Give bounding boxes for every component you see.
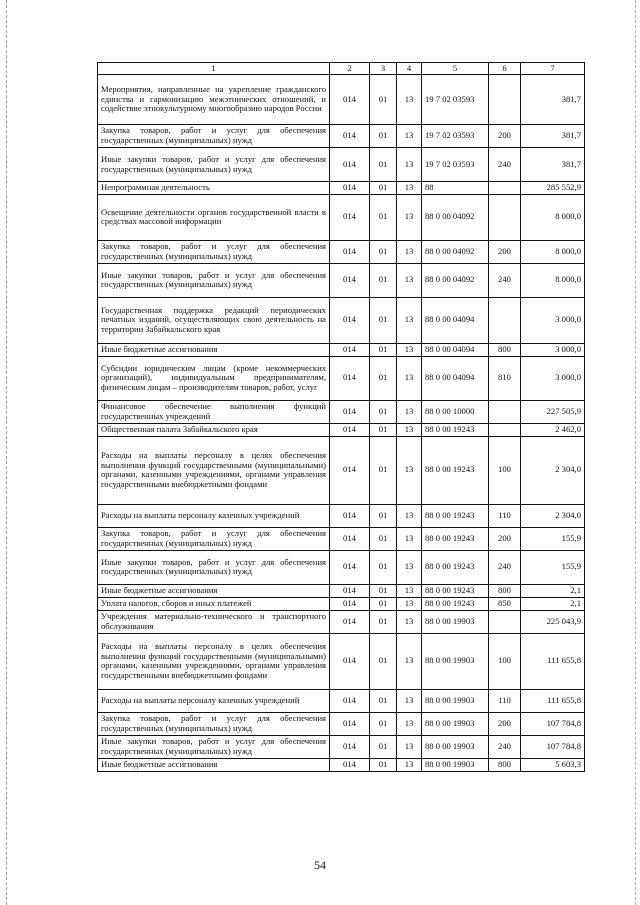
cell-subsection-code: 13 [397,125,422,148]
table-row [98,550,585,584]
cell-expense-type: 800 [489,343,521,356]
cell-amount: 381,7 [521,75,585,125]
cell-amount: 3 000,0 [521,356,585,400]
cell-expense-type: 100 [489,633,521,689]
table-row [98,356,585,400]
cell-target-article: 88 0 00 19903 [422,758,489,771]
cell-subsection-code: 13 [397,75,422,125]
cell-target-article: 88 0 00 19243 [422,527,489,550]
cell-subsection-code: 13 [397,343,422,356]
cell-target-article: 88 0 00 19243 [422,550,489,584]
table-row [98,423,585,436]
cell-target-article: 19 7 02 03593 [422,125,489,148]
table-row [98,194,585,240]
header-col-7: 7 [521,63,585,75]
cell-target-article: 88 0 00 04094 [422,297,489,343]
cell-section-code: 01 [370,610,397,633]
cell-name: Непрограммная деятельность [98,182,330,195]
cell-subsection-code: 13 [397,584,422,597]
cell-section-code: 01 [370,182,397,195]
cell-section-code: 01 [370,597,397,610]
header-col-3: 3 [370,63,397,75]
cell-section-code: 01 [370,735,397,758]
cell-target-article: 88 0 00 19243 [422,436,489,504]
cell-section-code: 01 [370,263,397,297]
cell-target-article: 88 0 00 19903 [422,735,489,758]
header-col-4: 4 [397,63,422,75]
cell-amount: 285 552,9 [521,182,585,195]
cell-ministry-code: 014 [330,240,370,263]
cell-target-article: 88 0 00 19243 [422,584,489,597]
cell-amount: 8 000,0 [521,194,585,240]
cell-amount: 107 784,8 [521,735,585,758]
cell-section-code: 01 [370,356,397,400]
table-row [98,125,585,148]
cell-name: Уплата налогов, сборов и иных платежей [98,597,330,610]
page-edge-left [6,0,7,905]
cell-name: Иные закупки товаров, работ и услуг для обеспечения государственных (муниципальных) нужд [98,735,330,758]
cell-expense-type: 240 [489,148,521,182]
budget-table [97,62,585,772]
table-row [98,240,585,263]
cell-subsection-code: 13 [397,689,422,712]
cell-section-code: 01 [370,343,397,356]
cell-expense-type: 240 [489,550,521,584]
cell-expense-type [489,194,521,240]
table-row [98,343,585,356]
header-col-6: 6 [489,63,521,75]
table-row [98,735,585,758]
cell-subsection-code: 13 [397,597,422,610]
table-row [98,712,585,735]
cell-expense-type: 200 [489,712,521,735]
header-col-1: 1 [98,63,330,75]
cell-target-article: 88 0 00 19243 [422,423,489,436]
cell-name: Расходы на выплаты персоналу казенных учреждений [98,689,330,712]
cell-name: Расходы на выплаты персоналу в целях обеспечения выполнения функций государственными (муниципальными) органами, казенными учреждениями, органами управления государственными внебюджетными фондами [98,436,330,504]
cell-amount: 155,9 [521,527,585,550]
cell-expense-type [489,610,521,633]
cell-amount: 381,7 [521,148,585,182]
cell-target-article: 19 7 02 03593 [422,75,489,125]
cell-amount: 227 505,9 [521,400,585,423]
cell-name: Субсидии юридическим лицам (кроме некоммерческих организаций), индивидуальным предпринимателям, физическим лицам – производителям товаров, работ, услуг [98,356,330,400]
cell-name: Мероприятия, направленные на укрепление гражданского единства и гармонизацию межэтнических отношений, и содействие этнокультурному многообразию народов России [98,75,330,125]
cell-expense-type: 240 [489,263,521,297]
header-col-5: 5 [422,63,489,75]
cell-expense-type: 110 [489,504,521,527]
cell-name: Иные закупки товаров, работ и услуг для обеспечения государственных (муниципальных) нужд [98,263,330,297]
cell-name: Закупка товаров, работ и услуг для обеспечения государственных (муниципальных) нужд [98,125,330,148]
cell-expense-type: 800 [489,584,521,597]
cell-section-code: 01 [370,75,397,125]
cell-section-code: 01 [370,504,397,527]
cell-amount: 2 304,0 [521,504,585,527]
cell-section-code: 01 [370,712,397,735]
cell-expense-type: 200 [489,125,521,148]
cell-name: Финансовое обеспечение выполнения функций государственных учреждений [98,400,330,423]
cell-ministry-code: 014 [330,735,370,758]
cell-subsection-code: 13 [397,194,422,240]
cell-subsection-code: 13 [397,400,422,423]
cell-target-article: 88 0 00 10000 [422,400,489,423]
cell-ministry-code: 014 [330,758,370,771]
cell-ministry-code: 014 [330,689,370,712]
cell-target-article: 88 [422,182,489,195]
cell-amount: 155,9 [521,550,585,584]
cell-amount: 111 655,8 [521,633,585,689]
cell-expense-type: 200 [489,240,521,263]
table-row [98,297,585,343]
cell-section-code: 01 [370,527,397,550]
table-row [98,148,585,182]
header-col-2: 2 [330,63,370,75]
cell-ministry-code: 014 [330,182,370,195]
cell-ministry-code: 014 [330,125,370,148]
cell-amount: 111 655,8 [521,689,585,712]
cell-section-code: 01 [370,584,397,597]
cell-section-code: 01 [370,633,397,689]
cell-amount: 8 000,0 [521,263,585,297]
cell-amount: 5 603,3 [521,758,585,771]
table-row [98,597,585,610]
cell-ministry-code: 014 [330,610,370,633]
cell-section-code: 01 [370,125,397,148]
cell-target-article: 19 7 02 03593 [422,148,489,182]
table-row [98,527,585,550]
table-row [98,633,585,689]
cell-amount: 3 000,0 [521,343,585,356]
cell-ministry-code: 014 [330,148,370,182]
cell-ministry-code: 014 [330,423,370,436]
cell-ministry-code: 014 [330,633,370,689]
cell-section-code: 01 [370,148,397,182]
cell-expense-type: 110 [489,689,521,712]
cell-section-code: 01 [370,240,397,263]
cell-amount: 225 043,9 [521,610,585,633]
cell-expense-type: 810 [489,356,521,400]
cell-target-article: 88 0 00 19903 [422,633,489,689]
cell-amount: 2,1 [521,584,585,597]
cell-ministry-code: 014 [330,343,370,356]
table-row [98,584,585,597]
cell-section-code: 01 [370,689,397,712]
page-edge-right [635,0,636,905]
cell-name: Расходы на выплаты персоналу в целях обеспечения выполнения функций государственными (муниципальными) органами, казенными учреждениями, органами управления государственными внебюджетными фондами [98,633,330,689]
cell-expense-type [489,297,521,343]
cell-subsection-code: 13 [397,263,422,297]
table-row [98,436,585,504]
cell-subsection-code: 13 [397,423,422,436]
cell-expense-type: 100 [489,436,521,504]
cell-target-article: 88 0 00 04092 [422,194,489,240]
table-row [98,263,585,297]
cell-name: Иные закупки товаров, работ и услуг для обеспечения государственных (муниципальных) нужд [98,550,330,584]
table-row [98,182,585,195]
table-row [98,504,585,527]
cell-subsection-code: 13 [397,356,422,400]
cell-subsection-code: 13 [397,297,422,343]
cell-expense-type [489,75,521,125]
cell-amount: 2 304,0 [521,436,585,504]
cell-subsection-code: 13 [397,633,422,689]
table-row [98,689,585,712]
table-row [98,400,585,423]
cell-expense-type [489,182,521,195]
cell-name: Иные закупки товаров, работ и услуг для обеспечения государственных (муниципальных) нужд [98,148,330,182]
cell-amount: 381,7 [521,125,585,148]
cell-ministry-code: 014 [330,584,370,597]
cell-amount: 107 784,8 [521,712,585,735]
cell-section-code: 01 [370,758,397,771]
cell-subsection-code: 13 [397,240,422,263]
cell-section-code: 01 [370,436,397,504]
cell-name: Иные бюджетные ассигнования [98,343,330,356]
cell-subsection-code: 13 [397,182,422,195]
cell-subsection-code: 13 [397,148,422,182]
cell-name: Закупка товаров, работ и услуг для обеспечения государственных (муниципальных) нужд [98,712,330,735]
cell-subsection-code: 13 [397,527,422,550]
cell-subsection-code: 13 [397,436,422,504]
cell-target-article: 88 0 00 19903 [422,712,489,735]
cell-expense-type: 200 [489,527,521,550]
cell-ministry-code: 014 [330,263,370,297]
cell-ministry-code: 014 [330,297,370,343]
cell-target-article: 88 0 00 04094 [422,356,489,400]
cell-amount: 2 462,0 [521,423,585,436]
cell-target-article: 88 0 00 04094 [422,343,489,356]
cell-subsection-code: 13 [397,712,422,735]
cell-expense-type: 850 [489,597,521,610]
page-number: 54 [314,858,326,872]
cell-subsection-code: 13 [397,758,422,771]
cell-section-code: 01 [370,400,397,423]
cell-amount: 3 000,0 [521,297,585,343]
cell-expense-type: 800 [489,758,521,771]
cell-name: Учреждения материально-технического и транспортного обслуживания [98,610,330,633]
cell-ministry-code: 014 [330,550,370,584]
cell-name: Закупка товаров, работ и услуг для обеспечения государственных (муниципальных) нужд [98,240,330,263]
cell-amount: 2,1 [521,597,585,610]
cell-ministry-code: 014 [330,597,370,610]
cell-expense-type [489,423,521,436]
cell-ministry-code: 014 [330,436,370,504]
table-body [98,75,585,772]
table-row [98,610,585,633]
cell-section-code: 01 [370,550,397,584]
cell-ministry-code: 014 [330,527,370,550]
cell-ministry-code: 014 [330,356,370,400]
table-header-row [98,63,585,75]
cell-target-article: 88 0 00 19243 [422,597,489,610]
cell-name: Освещение деятельности органов государственной власти в средствах массовой информации [98,194,330,240]
cell-name: Государственная поддержка редакций периодических печатных изданий, осуществляющих свою деятельность на территории Забайкальского края [98,297,330,343]
cell-ministry-code: 014 [330,400,370,423]
cell-ministry-code: 014 [330,194,370,240]
cell-name: Расходы на выплаты персоналу казенных учреждений [98,504,330,527]
cell-expense-type [489,400,521,423]
cell-expense-type: 240 [489,735,521,758]
table-row [98,758,585,771]
cell-name: Иные бюджетные ассигнования [98,584,330,597]
cell-subsection-code: 13 [397,610,422,633]
cell-target-article: 88 0 00 19903 [422,689,489,712]
cell-name: Общественная палата Забайкальского края [98,423,330,436]
cell-ministry-code: 014 [330,712,370,735]
cell-target-article: 88 0 00 19243 [422,504,489,527]
cell-target-article: 88 0 00 04092 [422,263,489,297]
cell-section-code: 01 [370,194,397,240]
cell-name: Закупка товаров, работ и услуг для обеспечения государственных (муниципальных) нужд [98,527,330,550]
cell-ministry-code: 014 [330,75,370,125]
cell-subsection-code: 13 [397,550,422,584]
cell-ministry-code: 014 [330,504,370,527]
cell-target-article: 88 0 00 19903 [422,610,489,633]
cell-section-code: 01 [370,423,397,436]
cell-subsection-code: 13 [397,504,422,527]
cell-target-article: 88 0 00 04092 [422,240,489,263]
table-row [98,75,585,125]
cell-amount: 8 000,0 [521,240,585,263]
cell-section-code: 01 [370,297,397,343]
cell-subsection-code: 13 [397,735,422,758]
cell-name: Иные бюджетные ассигнования [98,758,330,771]
